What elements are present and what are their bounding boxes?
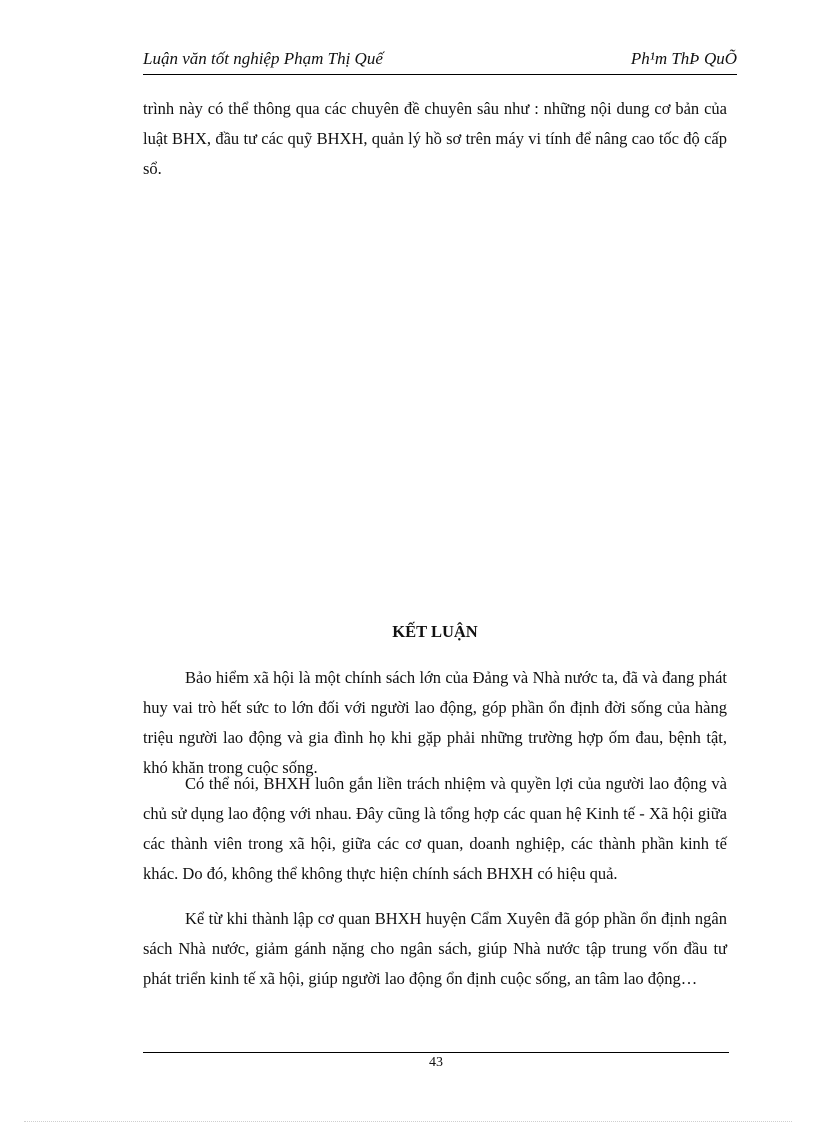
header-left-text: Luận văn tốt nghiệp Phạm Thị Quế (143, 49, 383, 68)
page-number: 43 (429, 1055, 443, 1070)
section-title: KẾT LUẬN (392, 622, 478, 641)
header-right-text: Ph¹m ThÞ QuÕ (630, 49, 737, 68)
intro-paragraph: trình này có thể thông qua các chuyên đề chuyên sâu như : những nội dung cơ bản của luật BHX, đầu tư các quỹ BHXH, quản lý hồ sơ trên máy vi tính để nâng cao tốc độ cấp sổ. (143, 99, 727, 178)
page-header (143, 48, 737, 75)
conclusion-paragraph-2: Có thể nói, BHXH luôn gắn liền trách nhiệm và quyền lợi của người lao động và chủ sử dụng lao động với nhau. Đây cũng là tổng hợp các quan hệ Kinh tế - Xã hội giữa các thành viên trong xã hội, giữa các cơ quan, doanh nghiệp, các thành phần kinh tế khác. Do đó, không thể không thực hiện chính sách BHXH có hiệu quả. (143, 774, 727, 883)
conclusion-paragraph-1: Bảo hiểm xã hội là một chính sách lớn của Đảng và Nhà nước ta, đã và đang phát huy vai trò hết sức to lớn đối với người lao động, góp phần ổn định đời sống của hàng triệu người lao động và gia đình họ khi gặp phải những trường hợp ốm đau, bệnh tật, khó khăn trong cuộc sống. (143, 668, 727, 777)
page-edge-divider (24, 1121, 792, 1122)
footer-divider (143, 1052, 729, 1053)
conclusion-paragraph-3: Kể từ khi thành lập cơ quan BHXH huyện Cẩm Xuyên đã góp phần ổn định ngân sách Nhà nước, giảm gánh nặng cho ngân sách, giúp Nhà nước tập trung vốn đầu tư phát triển kinh tế xã hội, giúp người lao động ổn định cuộc sống, an tâm lao động… (143, 909, 727, 988)
